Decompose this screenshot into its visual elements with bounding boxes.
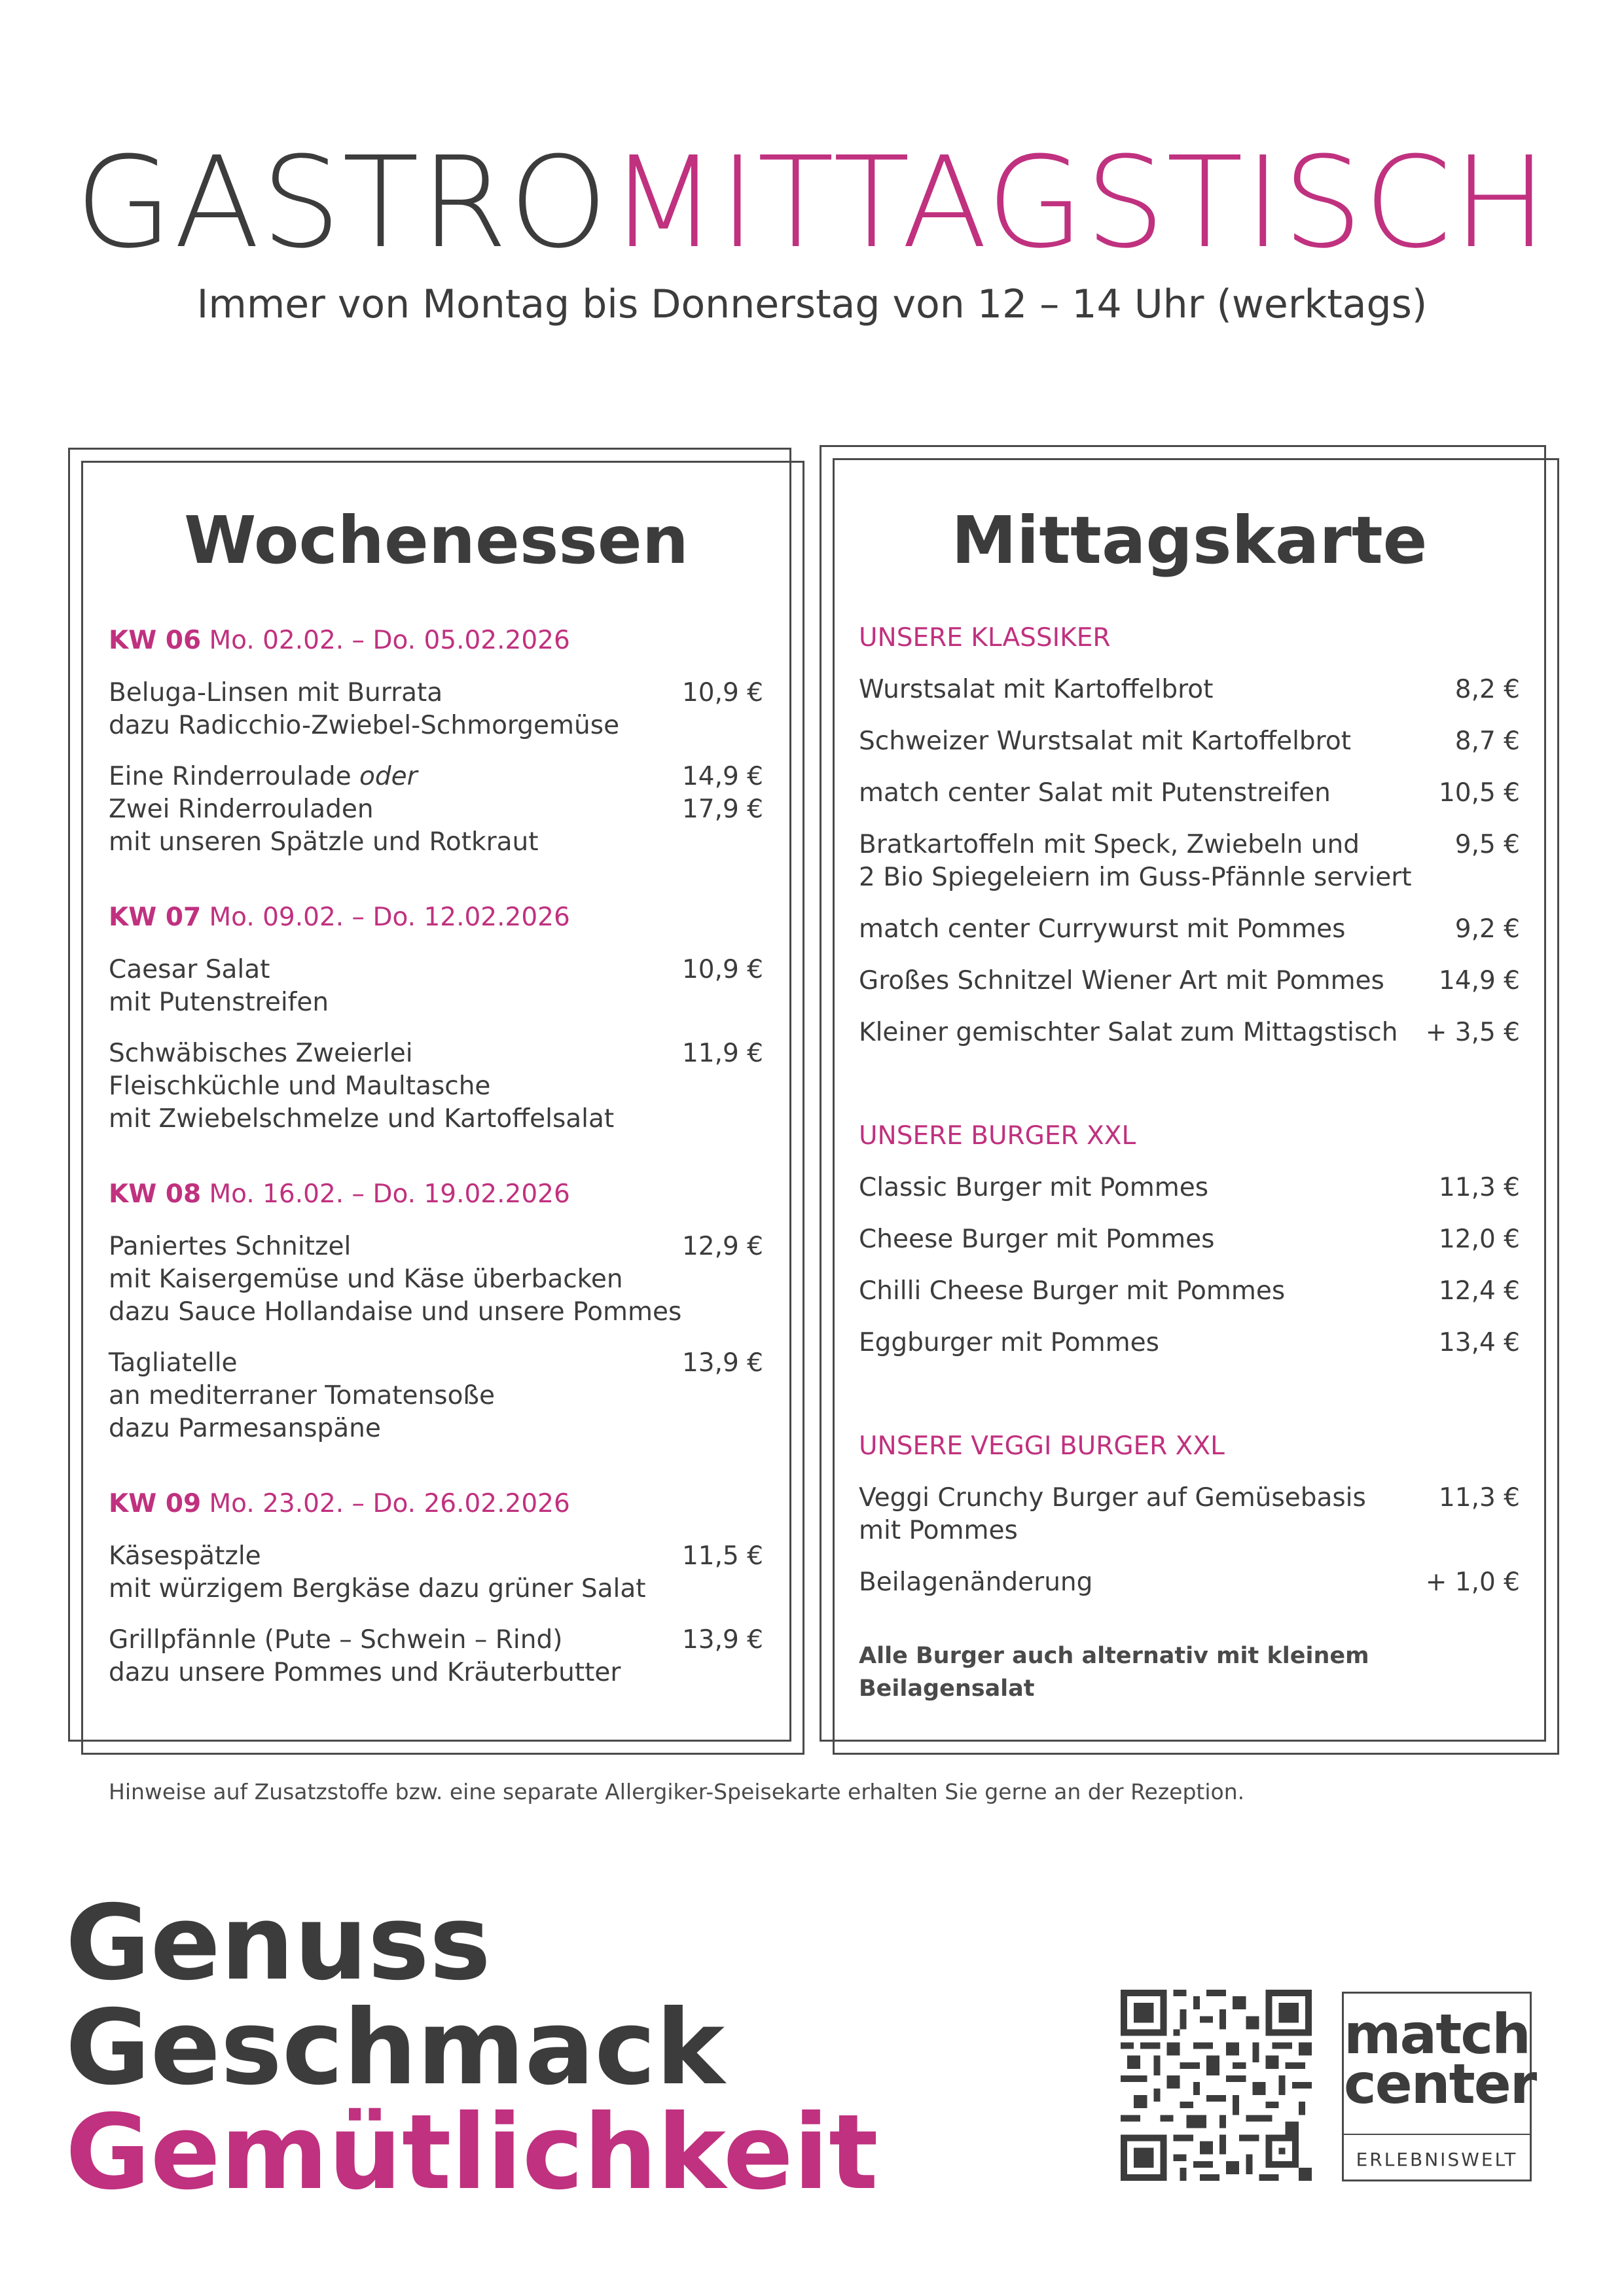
week-header — [109, 624, 763, 657]
item-name: Bratkartoffeln mit Speck, Zwiebeln und — [859, 830, 1360, 859]
dish-price: 14,9 € 17,9 € — [681, 762, 763, 824]
item-name: Classic Burger mit Pommes — [859, 1173, 1209, 1202]
qr-code-icon[interactable] — [1121, 1990, 1312, 2181]
week-header — [109, 901, 763, 934]
logo-word-center: center — [1344, 2052, 1536, 2116]
item-price: 11,3 € — [1438, 1483, 1520, 1513]
menu-item — [859, 829, 1520, 894]
week-number: KW 07 — [109, 903, 202, 932]
item-name: Beilagenänderung — [859, 1568, 1093, 1597]
dish-name: Grillpfännle (Pute – Schwein – Rind) — [109, 1625, 563, 1655]
dish-desc: dazu Sauce Hollandaise und unsere Pommes — [109, 1297, 682, 1327]
dish-price: 11,5 € — [681, 1541, 763, 1571]
title-part-gastro: GASTRO — [75, 130, 609, 276]
menu-item — [859, 1016, 1520, 1049]
dish-item — [109, 1230, 763, 1329]
item-name: Großes Schnitzel Wiener Art mit Pommes — [859, 966, 1384, 996]
dish-item — [109, 1347, 763, 1445]
week-header — [109, 1178, 763, 1211]
wochenessen-title: Wochenessen — [184, 502, 689, 579]
dish-price: 11,9 € — [681, 1039, 763, 1068]
dish-name: Schwäbisches Zweierlei — [109, 1039, 413, 1068]
mittagskarte-panel — [820, 445, 1559, 1755]
dish-item — [109, 761, 763, 859]
item-desc: mit Pommes — [859, 1516, 1018, 1545]
item-name: Chilli Cheese Burger mit Pommes — [859, 1276, 1286, 1306]
dish-desc: dazu Parmesanspäne — [109, 1414, 381, 1443]
mittagskarte-list — [859, 622, 1520, 1705]
slogan-geschmack: Geschmack — [65, 1988, 725, 2108]
dish-name-text: Eine Rinderroulade oder — [109, 762, 418, 791]
dish-desc: mit Zwiebelschmelze und Kartoffelsalat — [109, 1104, 615, 1134]
item-price: 9,2 € — [1454, 914, 1520, 944]
dish-price: 12,9 € — [681, 1232, 763, 1261]
item-price: 10,5 € — [1438, 778, 1520, 808]
menu-item — [859, 1172, 1520, 1204]
dish-desc: mit würzigem Bergkäse dazu grüner Salat — [109, 1574, 646, 1604]
item-name: Schweizer Wurstsalat mit Kartoffelbrot — [859, 726, 1351, 756]
item-price: + 1,0 € — [1425, 1568, 1520, 1597]
item-name: Eggburger mit Pommes — [859, 1328, 1159, 1357]
week-dates: Mo. 16.02. – Do. 19.02.2026 — [209, 1179, 570, 1209]
allergen-footnote: Hinweise auf Zusatzstoffe bzw. eine separate Allergiker-Speisekarte erhalten Sie gerne an der Rezeption. — [109, 1779, 1245, 1804]
item-price: 14,9 € — [1438, 966, 1520, 996]
dish-name: Tagliatelle — [109, 1348, 238, 1378]
slogan-genuss: Genuss — [65, 1883, 491, 2003]
dish-desc: dazu Radicchio-Zwiebel-Schmorgemüse — [109, 711, 620, 740]
section-heading: UNSERE VEGGI BURGER XXL — [859, 1431, 1225, 1461]
logo-word-match: match — [1344, 2002, 1530, 2066]
menu-item — [859, 725, 1520, 758]
dish-price: 13,9 € — [681, 1625, 763, 1655]
dish-name-alt: Zwei Rinderrouladen — [109, 795, 374, 824]
section-heading: UNSERE KLASSIKER — [859, 623, 1111, 653]
dish-desc: dazu unsere Pommes und Kräuterbutter — [109, 1658, 621, 1687]
wochenessen-panel — [68, 448, 804, 1755]
page-subtitle: Immer von Montag bis Donnerstag von 12 – 14 Uhr (werktags) — [196, 281, 1428, 327]
dish-price: 10,9 € — [681, 955, 763, 984]
item-price: 9,5 € — [1454, 830, 1520, 859]
logo-divider — [1344, 2134, 1530, 2135]
menu-item — [859, 777, 1520, 810]
item-price: 8,2 € — [1454, 675, 1520, 704]
dish-item — [109, 677, 763, 742]
item-name: Veggi Crunchy Burger auf Gemüsebasis — [859, 1483, 1366, 1513]
dish-desc: an mediterraner Tomatensoße — [109, 1381, 495, 1410]
dish-name: Käsespätzle — [109, 1541, 261, 1571]
week-dates: Mo. 09.02. – Do. 12.02.2026 — [209, 903, 570, 932]
page-title — [0, 130, 1624, 276]
menu-item — [859, 1566, 1520, 1599]
week-number: KW 09 — [109, 1489, 202, 1518]
dish-item — [109, 1037, 763, 1136]
dish-item — [109, 1540, 763, 1605]
item-price: 13,4 € — [1438, 1328, 1520, 1357]
week-dates: Mo. 23.02. – Do. 26.02.2026 — [209, 1489, 570, 1518]
item-name: Kleiner gemischter Salat zum Mittagstisch — [859, 1018, 1398, 1047]
week-number: KW 08 — [109, 1179, 202, 1209]
menu-item — [859, 965, 1520, 997]
dish-item — [109, 954, 763, 1019]
burger-note: Alle Burger auch alternativ mit kleinem Beilagensalat — [859, 1643, 1369, 1702]
week-header — [109, 1488, 763, 1520]
item-price: 12,4 € — [1438, 1276, 1520, 1306]
item-desc: 2 Bio Spiegeleiern im Guss-Pfännle serviert — [859, 863, 1412, 892]
week-dates: Mo. 02.02. – Do. 05.02.2026 — [209, 626, 570, 655]
item-name: match center Salat mit Putenstreifen — [859, 778, 1331, 808]
dish-name: Beluga-Linsen mit Burrata — [109, 678, 443, 708]
dish-item — [109, 1624, 763, 1689]
logo-subtitle: ERLEBNISWELT — [1356, 2149, 1518, 2170]
item-name: Wurstsalat mit Kartoffelbrot — [859, 675, 1214, 704]
dish-price: 10,9 € — [681, 678, 763, 708]
title-part-mittagstisch: MITTAGSTISCH — [609, 130, 1549, 276]
section-heading: UNSERE BURGER XXL — [859, 1121, 1136, 1151]
menu-item — [859, 1223, 1520, 1256]
menu-item — [859, 1327, 1520, 1359]
dish-name: Paniertes Schnitzel — [109, 1232, 352, 1261]
wochenessen-list — [109, 624, 763, 1689]
menu-item — [859, 1482, 1520, 1547]
dish-desc: mit Kaisergemüse und Käse überbacken — [109, 1265, 623, 1294]
menu-item — [859, 913, 1520, 946]
dish-desc: mit Putenstreifen — [109, 988, 329, 1017]
slogan-gemuetlichkeit: Gemütlichkeit — [65, 2092, 878, 2213]
dish-price: 13,9 € — [681, 1348, 763, 1378]
dish-name — [109, 761, 763, 793]
menu-item — [859, 673, 1520, 706]
match-center-logo[interactable] — [1342, 1992, 1536, 2181]
item-price: + 3,5 € — [1425, 1018, 1520, 1047]
item-price: 12,0 € — [1438, 1225, 1520, 1254]
item-name: match center Currywurst mit Pommes — [859, 914, 1346, 944]
menu-item — [859, 1275, 1520, 1308]
week-number: KW 06 — [109, 626, 202, 655]
dish-name-connector: oder — [359, 762, 418, 791]
dish-desc: Fleischküchle und Maultasche — [109, 1071, 491, 1101]
item-price: 11,3 € — [1438, 1173, 1520, 1202]
item-name: Cheese Burger mit Pommes — [859, 1225, 1215, 1254]
dish-desc: mit unseren Spätzle und Rotkraut — [109, 827, 539, 857]
item-price: 8,7 € — [1454, 726, 1520, 756]
mittagskarte-title: Mittagskarte — [951, 502, 1428, 579]
dish-name: Caesar Salat — [109, 955, 270, 984]
